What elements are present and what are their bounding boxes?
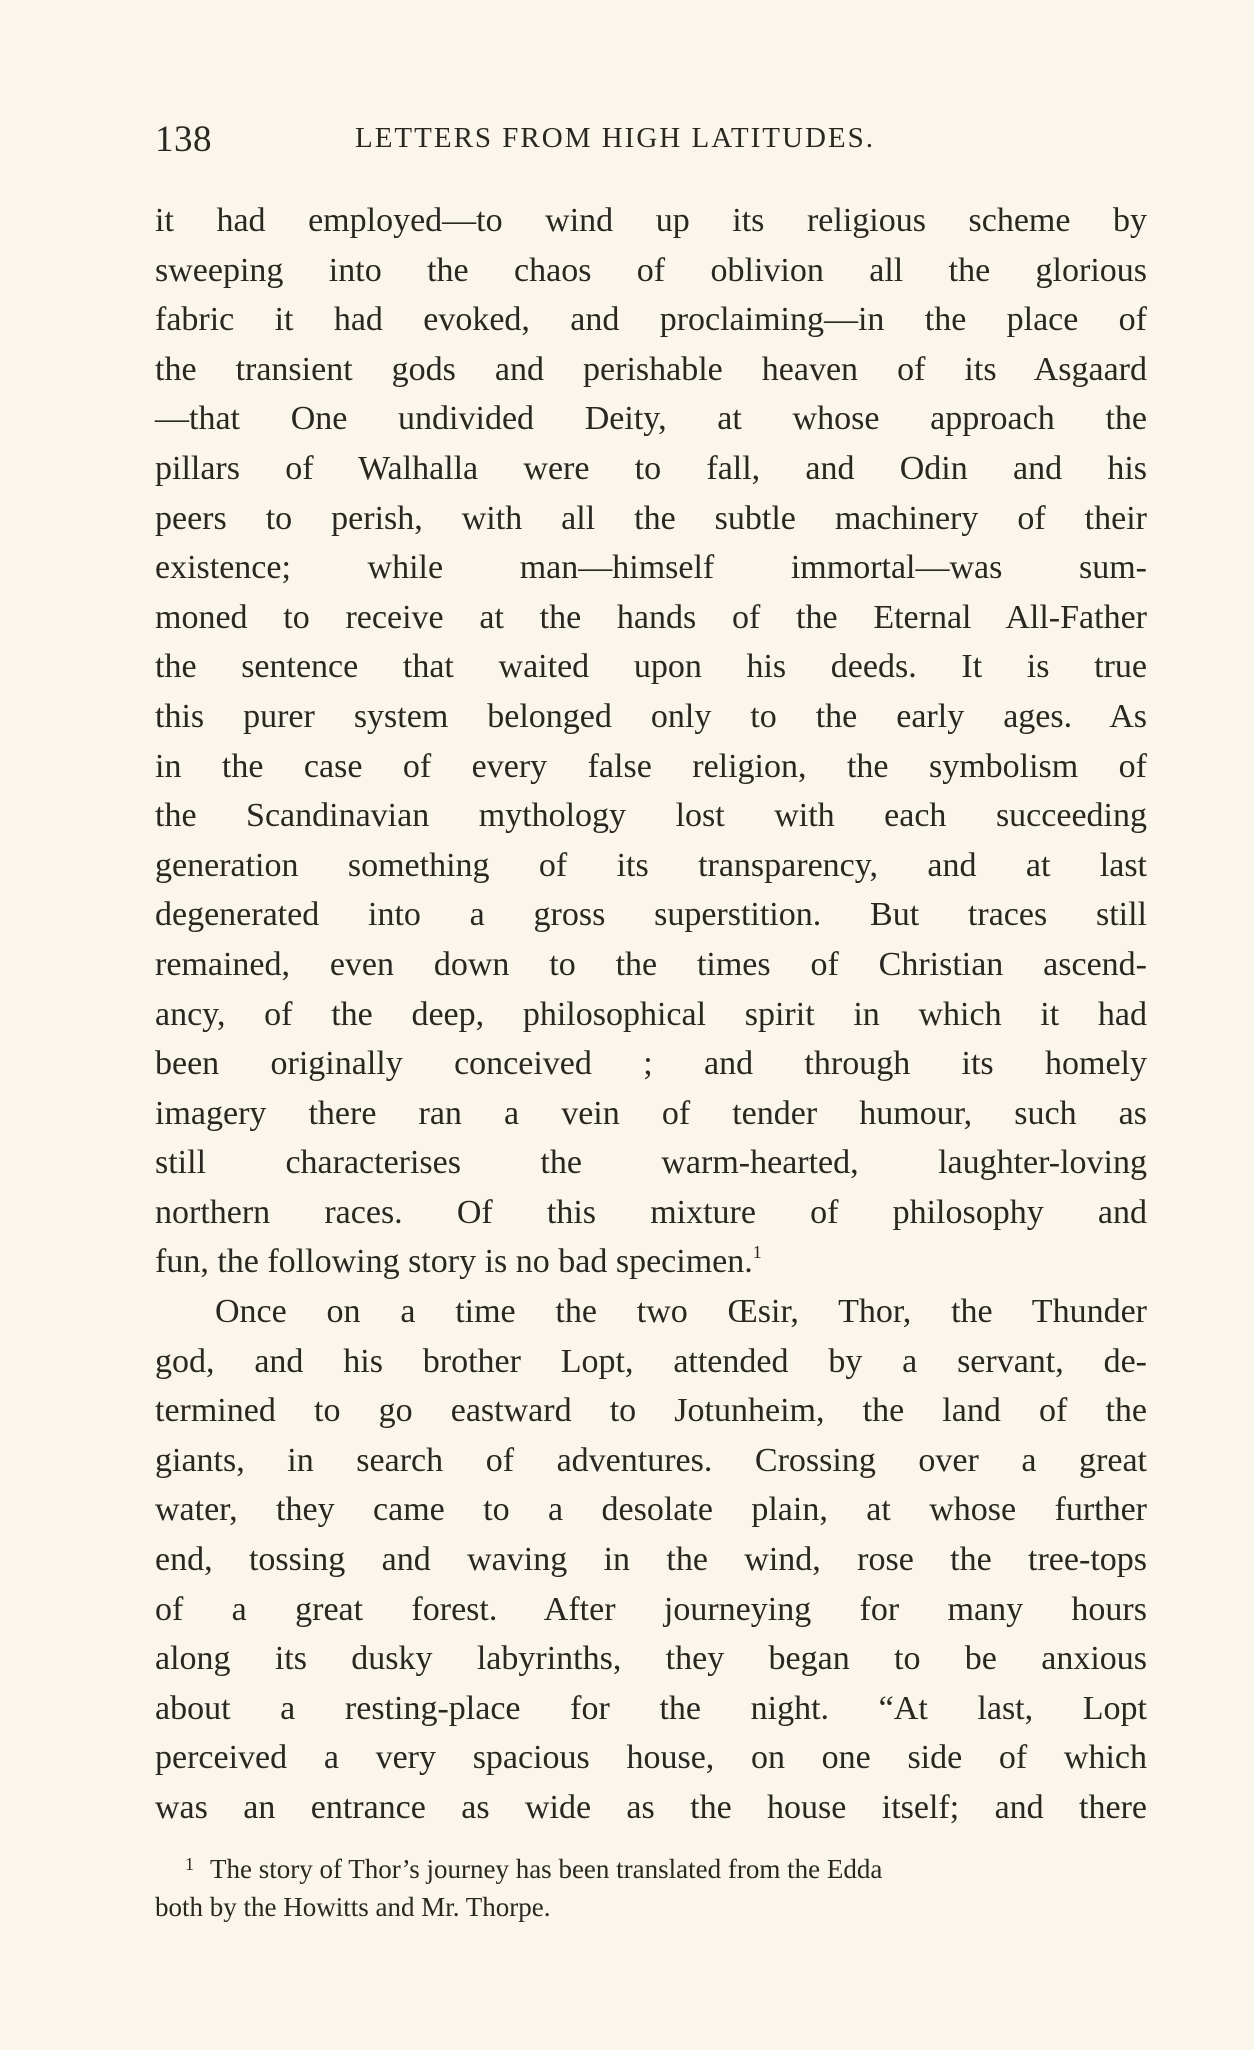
text-line: remained, even down to the times of Christian ascend- [155, 945, 1147, 983]
text-line: it had employed—to wind up its religious scheme by [155, 202, 1147, 239]
text-line: termined to go eastward to Jotunheim, the land of the [155, 1392, 1147, 1430]
body-text [155, 196, 1147, 1833]
text-line: peers to perish, with all the subtle machinery of their [155, 499, 1147, 537]
text-line: this purer system belonged only to the early ages. As [155, 697, 1147, 735]
text-line: degenerated into a gross superstition. But traces still [155, 896, 1147, 934]
text-line: —that One undivided Deity, at whose approach the [155, 400, 1147, 438]
text-line: pillars of Walhalla were to fall, and Odin and his [155, 449, 1147, 487]
text-line: god, and his brother Lopt, attended by a servant, de- [155, 1342, 1147, 1380]
text-line: been originally conceived ; and through its homely [155, 1045, 1147, 1083]
text-line: the transient gods and perishable heaven of its Asgaard [155, 350, 1147, 388]
text-line: along its dusky labyrinths, they began to be anxious [155, 1640, 1147, 1678]
footnote-line: both by the Howitts and Mr. Thorpe. [155, 1891, 551, 1922]
text-line: fabric it had evoked, and proclaiming—in the place of [155, 301, 1147, 339]
text-line: was an entrance as wide as the house itself; and there [155, 1789, 1147, 1826]
text-line: perceived a very spacious house, on one side of which [155, 1739, 1147, 1777]
text-line: about a resting-place for the night. “At last, Lopt [155, 1689, 1147, 1727]
footnote-line [155, 1845, 1147, 1888]
running-title: LETTERS FROM HIGH LATITUDES. [355, 122, 875, 154]
text-line: imagery there ran a vein of tender humour, such as [155, 1094, 1147, 1132]
text-line: water, they came to a desolate plain, at whose further [155, 1491, 1147, 1529]
text-line-content: fun, the following story is no bad specimen. [155, 1243, 753, 1281]
text-line: of a great forest. After journeying for many hours [155, 1590, 1147, 1628]
text-line: ancy, of the deep, philosophical spirit in which it had [155, 995, 1147, 1033]
text-line: generation something of its transparency, and at last [155, 846, 1147, 884]
footnote-number: 1 [185, 1853, 194, 1874]
text-line: end, tossing and waving in the wind, rose the tree-tops [155, 1541, 1147, 1579]
text-line: existence; while man—himself immortal—was sum- [155, 549, 1147, 587]
text-line: the Scandinavian mythology lost with each succeeding [155, 797, 1147, 835]
text-line: giants, in search of adventures. Crossing over a great [155, 1441, 1147, 1479]
text-line: moned to receive at the hands of the Eternal All-Father [155, 598, 1147, 636]
footnote-reference: 1 [752, 1242, 762, 1263]
text-line: sweeping into the chaos of oblivion all the glorious [155, 251, 1147, 289]
text-line-paragraph-end [155, 1237, 1147, 1287]
text-line: northern races. Of this mixture of philosophy and [155, 1193, 1147, 1231]
text-line: still characterises the warm-hearted, laughter-loving [155, 1144, 1147, 1182]
running-head [155, 118, 1147, 162]
text-line: the sentence that waited upon his deeds. It is true [155, 648, 1147, 686]
footnote-text: The story of Thor’s journey has been translated from the Edda [210, 1853, 883, 1884]
text-line: in the case of every false religion, the symbolism of [155, 747, 1147, 785]
footnote [155, 1845, 1147, 1926]
page-number: 138 [155, 119, 212, 160]
book-page [155, 118, 1147, 1926]
text-line-paragraph-start: Once on a time the two Œsir, Thor, the Thunder [215, 1293, 1147, 1331]
